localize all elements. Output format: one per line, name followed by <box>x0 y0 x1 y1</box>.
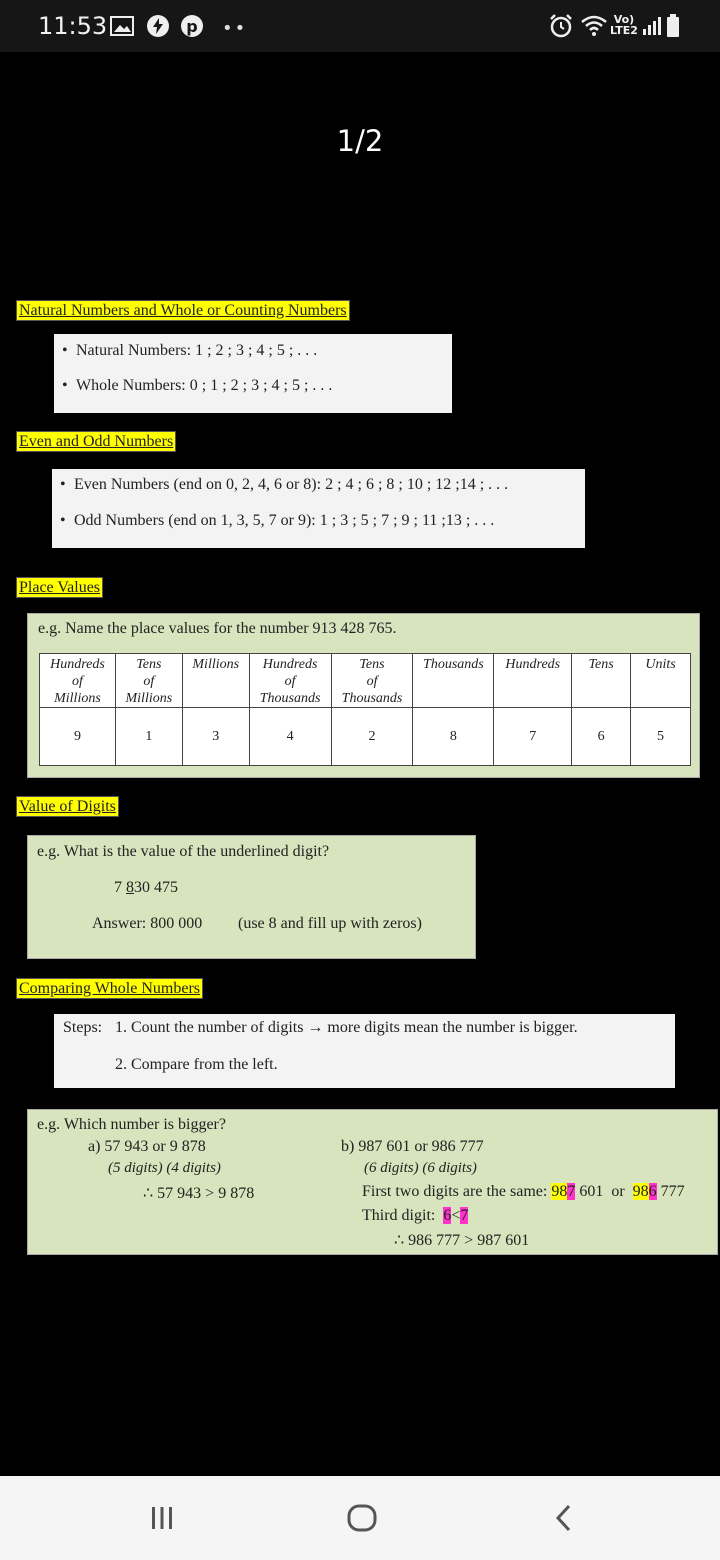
header-text: Tens <box>136 657 162 672</box>
header-tens <box>572 654 631 708</box>
value-of-digits-note: (use 8 and fill up with zeros) <box>238 915 422 932</box>
highlight-magenta: 7 <box>460 1207 469 1224</box>
highlight-yellow: 98 <box>551 1183 568 1200</box>
pinterest-icon <box>180 14 204 38</box>
header-hundreds <box>494 654 572 708</box>
example-b-result: ∴ 986 777 > 987 601 <box>394 1232 530 1249</box>
natural-numbers-text: Natural Numbers: 1 ; 2 ; 3 ; 4 ; 5 ; . . . <box>76 342 318 359</box>
digit-cell: 3 <box>182 708 249 766</box>
header-text: Units <box>645 657 676 672</box>
value-of-digits-answer: Answer: 800 000 <box>92 915 203 932</box>
digit-cell: 8 <box>413 708 494 766</box>
header-text: Hundreds <box>505 657 561 672</box>
navigation-bar <box>0 1476 720 1560</box>
more-notifications-icon: •• <box>222 18 248 39</box>
header-text: of <box>72 674 83 689</box>
digit-cell: 2 <box>331 708 413 766</box>
heading-natural-numbers: Natural Numbers and Whole or Counting Numbers <box>16 300 350 321</box>
digit-cell: 1 <box>115 708 182 766</box>
example-a-digits: (5 digits) (4 digits) <box>108 1160 221 1176</box>
whole-numbers-text: Whole Numbers: 0 ; 1 ; 2 ; 3 ; 4 ; 5 ; . . . <box>76 377 333 394</box>
comparing-steps-box <box>54 1014 675 1088</box>
recent-apps-icon <box>148 1505 176 1531</box>
header-text: Millions <box>125 691 173 706</box>
number-part: 7 <box>114 879 126 896</box>
volte-label: Vo) <box>613 13 635 26</box>
value-of-digits-question: e.g. What is the value of the underlined digit? <box>37 843 330 860</box>
place-values-digit-row <box>40 708 691 766</box>
back-icon <box>552 1503 576 1533</box>
header-thousands <box>413 654 494 708</box>
back-button[interactable] <box>534 1496 594 1540</box>
heading-place-values: Place Values <box>16 577 103 598</box>
example-b-line: b) 987 601 or 986 777 <box>341 1138 484 1155</box>
signal-icon <box>642 14 662 38</box>
example-b-digits: (6 digits) (6 digits) <box>364 1160 477 1176</box>
heading-value-of-digits: Value of Digits <box>16 796 119 817</box>
header-text: Tens <box>359 657 385 672</box>
example-question: e.g. Which number is bigger? <box>37 1116 226 1133</box>
whole-numbers-item: • Whole Numbers: 0 ; 1 ; 2 ; 3 ; 4 ; 5 ; . . . <box>62 377 333 394</box>
place-values-header-row <box>40 654 691 708</box>
wifi-icon <box>580 14 608 38</box>
highlight-magenta: 6 <box>648 1183 657 1200</box>
place-values-table <box>39 653 691 766</box>
header-tens-of-thousands <box>331 654 413 708</box>
natural-numbers-box <box>54 334 452 413</box>
battery-icon <box>666 14 680 38</box>
header-text: Thousands <box>341 691 403 706</box>
heading-comparing: Comparing Whole Numbers <box>16 978 203 999</box>
example-a-result: ∴ 57 943 > 9 878 <box>143 1185 255 1202</box>
digit-cell: 6 <box>572 708 631 766</box>
header-text: Hundreds <box>50 657 105 672</box>
header-text: Thousands <box>423 657 484 672</box>
number-rest: 777 <box>656 1183 685 1200</box>
example-b-third-digit <box>362 1207 468 1225</box>
third-digit-label: Third digit: <box>362 1207 444 1224</box>
natural-numbers-item: • Natural Numbers: 1 ; 2 ; 3 ; 4 ; 5 ; . . . <box>62 342 318 359</box>
first-two-label: First two digits are the same: <box>362 1183 552 1200</box>
place-values-box <box>27 613 700 778</box>
home-icon <box>346 1503 378 1533</box>
highlight-magenta: 6 <box>443 1207 452 1224</box>
header-text: Millions <box>192 657 240 672</box>
step-1: 1. Count the number of digits → more digits mean the number is bigger. <box>115 1019 578 1036</box>
comparing-example-box <box>27 1109 718 1255</box>
home-button[interactable] <box>332 1496 392 1540</box>
header-hundreds-of-thousands <box>249 654 331 708</box>
heading-even-odd: Even and Odd Numbers <box>16 431 176 452</box>
even-numbers-item: • Even Numbers (end on 0, 2, 4, 6 or 8): 2 ; 4 ; 6 ; 8 ; 10 ; 12 ;14 ; . . . <box>60 476 509 493</box>
lightning-icon <box>146 14 170 38</box>
header-text: Millions <box>54 691 101 706</box>
clock: 11:53 <box>38 12 108 40</box>
number-part: 30 475 <box>134 879 178 896</box>
header-text: of <box>366 674 378 689</box>
header-millions <box>182 654 249 708</box>
step-2: 2. Compare from the left. <box>115 1056 278 1073</box>
underlined-number <box>114 879 178 897</box>
volte-indicator <box>610 14 638 36</box>
digit-cell: 9 <box>40 708 116 766</box>
odd-numbers-item: • Odd Numbers (end on 1, 3, 5, 7 or 9): 1 ; 3 ; 5 ; 7 ; 9 ; 11 ;13 ; . . . <box>60 512 495 529</box>
highlight-magenta: 7 <box>567 1183 576 1200</box>
example-a-line: a) 57 943 or 9 878 <box>88 1138 206 1155</box>
digit-cell: 5 <box>631 708 691 766</box>
digit-cell: 7 <box>494 708 572 766</box>
digit-cell: 4 <box>249 708 331 766</box>
recent-apps-button[interactable] <box>132 1496 192 1540</box>
place-values-example: e.g. Name the place values for the number 913 428 765. <box>38 620 397 637</box>
less-than-sign: < <box>451 1207 461 1224</box>
alarm-icon <box>548 14 574 38</box>
highlight-yellow: 98 <box>632 1183 649 1200</box>
example-b-first-two <box>362 1183 685 1201</box>
number-rest: 601 <box>575 1183 604 1200</box>
header-text: Tens <box>588 657 614 672</box>
header-tens-of-millions <box>115 654 182 708</box>
even-numbers-text: Even Numbers (end on 0, 2, 4, 6 or 8): 2 ; 4 ; 6 ; 8 ; 10 ; 12 ;14 ; . . . <box>74 476 509 493</box>
odd-numbers-text: Odd Numbers (end on 1, 3, 5, 7 or 9): 1 ; 3 ; 5 ; 7 ; 9 ; 11 ;13 ; . . . <box>74 512 495 529</box>
status-bar <box>0 0 720 52</box>
header-text: Thousands <box>259 691 321 706</box>
header-text: of <box>284 674 296 689</box>
page-indicator: 1/2 <box>336 124 384 158</box>
header-hundreds-of-millions <box>40 654 116 708</box>
header-text: of <box>143 674 155 689</box>
header-units <box>631 654 691 708</box>
value-of-digits-box <box>27 835 476 959</box>
lte-label: LTE2 <box>610 24 638 37</box>
steps-label: Steps: <box>63 1019 103 1036</box>
gallery-icon <box>110 14 134 38</box>
underlined-digit: 8 <box>126 879 134 896</box>
or-text: or <box>603 1183 633 1200</box>
svg-text:p: p <box>186 17 198 36</box>
even-odd-box <box>52 469 585 548</box>
header-text: Hundreds <box>262 657 318 672</box>
